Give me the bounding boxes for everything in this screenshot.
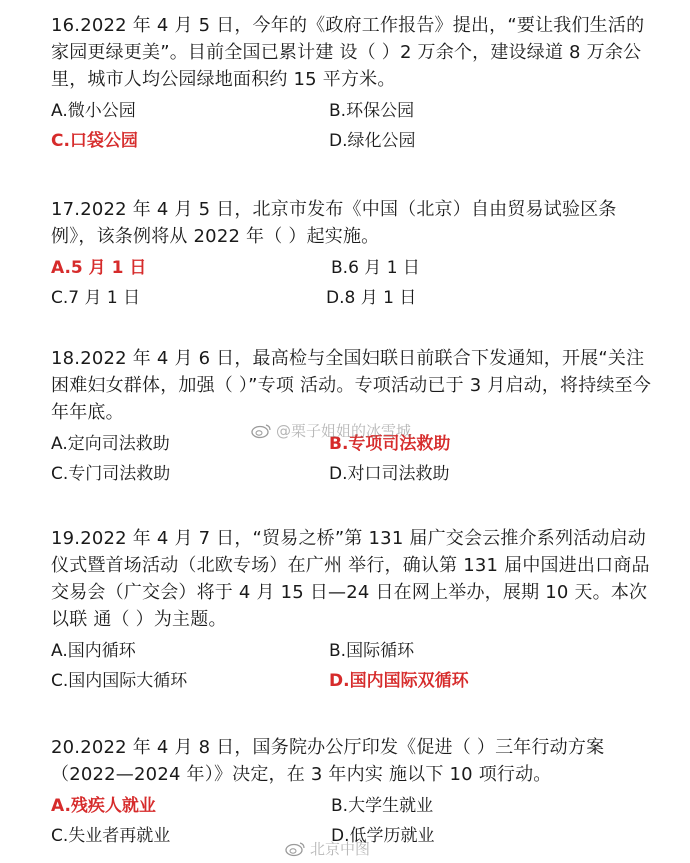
- option-b[interactable]: B.专项司法救助: [329, 434, 451, 454]
- watermark: [284, 838, 370, 859]
- options-row: [51, 283, 661, 313]
- option-b[interactable]: B.6 月 1 日: [331, 258, 420, 278]
- option-d[interactable]: D.国内国际双循环: [329, 671, 469, 691]
- weibo-icon: [284, 841, 306, 857]
- option-c[interactable]: C.国内国际大循环: [51, 671, 188, 691]
- option-c[interactable]: C.7 月 1 日: [51, 288, 141, 308]
- question-19: [51, 525, 661, 696]
- options-row: [51, 636, 661, 666]
- options: [51, 96, 661, 156]
- option-b[interactable]: B.环保公园: [329, 101, 415, 121]
- option-a[interactable]: A.定向司法救助: [51, 434, 170, 454]
- weibo-icon: [250, 423, 272, 439]
- option-c[interactable]: C.失业者再就业: [51, 826, 171, 846]
- option-a[interactable]: A.残疾人就业: [51, 796, 156, 816]
- options-row: [51, 96, 661, 126]
- option-d[interactable]: D.8 月 1 日: [326, 288, 417, 308]
- question-text: 20.2022 年 4 月 8 日，国务院办公厅印发《促进（ ）三年行动方案（2022—2024 年）》决定，在 3 年内实 施以下 10 项行动。: [51, 737, 605, 785]
- options-row: [51, 126, 661, 156]
- question-text: 18.2022 年 4 月 6 日，最高检与全国妇联日前联合下发通知，开展“关注困难妇女群体，加强（ ）”专项 活动。专项活动已于 3 月启动，将持续至今年年底。: [51, 348, 652, 423]
- question-17: [51, 196, 661, 313]
- options-row: [51, 253, 661, 283]
- option-d[interactable]: D.低学历就业: [331, 826, 435, 846]
- options-row: [51, 791, 661, 821]
- option-a[interactable]: A.5 月 1 日: [51, 258, 147, 278]
- watermark: [250, 420, 411, 441]
- watermark-text: @栗子姐姐的冰雪城: [276, 422, 412, 440]
- option-d[interactable]: D.对口司法救助: [329, 464, 450, 484]
- option-a[interactable]: A.微小公园: [51, 101, 136, 121]
- question-text: 19.2022 年 4 月 7 日，“贸易之桥”第 131 届广交会云推介系列活动启动仪式暨首场活动（北欧专场）在广州 举行，确认第 131 届中国进出口商品交易会（广交会）将于 4 月 15 日—24 日在网上举办，展期 10 天。本次以联 通（ ）为主题。: [51, 528, 650, 630]
- option-a[interactable]: A.国内循环: [51, 641, 136, 661]
- options-row: [51, 459, 661, 489]
- watermark-text: 北京中图: [310, 840, 371, 858]
- option-b[interactable]: B.国际循环: [329, 641, 415, 661]
- cropped-top-text: [20, 0, 670, 4]
- question-text: 16.2022 年 4 月 5 日，今年的《政府工作报告》提出，“要让我们生活的家园更绿更美”。目前全国已累计建 设（ ）2 万余个，建设绿道 8 万余公里，城市人均公园绿地面积约 15 平方米。: [51, 15, 645, 90]
- option-d[interactable]: D.绿化公园: [329, 131, 416, 151]
- question-20: [51, 734, 661, 851]
- options: [51, 253, 661, 313]
- options-row: [51, 666, 661, 696]
- option-c[interactable]: C.口袋公园: [51, 131, 138, 151]
- question-18: [51, 345, 661, 489]
- option-c[interactable]: C.专门司法救助: [51, 464, 171, 484]
- question-text: 17.2022 年 4 月 5 日，北京市发布《中国（北京）自由贸易试验区条例》，该条例将从 2022 年（ ）起实施。: [51, 199, 617, 247]
- option-b[interactable]: B.大学生就业: [331, 796, 434, 816]
- question-16: [51, 12, 661, 156]
- options: [51, 636, 661, 696]
